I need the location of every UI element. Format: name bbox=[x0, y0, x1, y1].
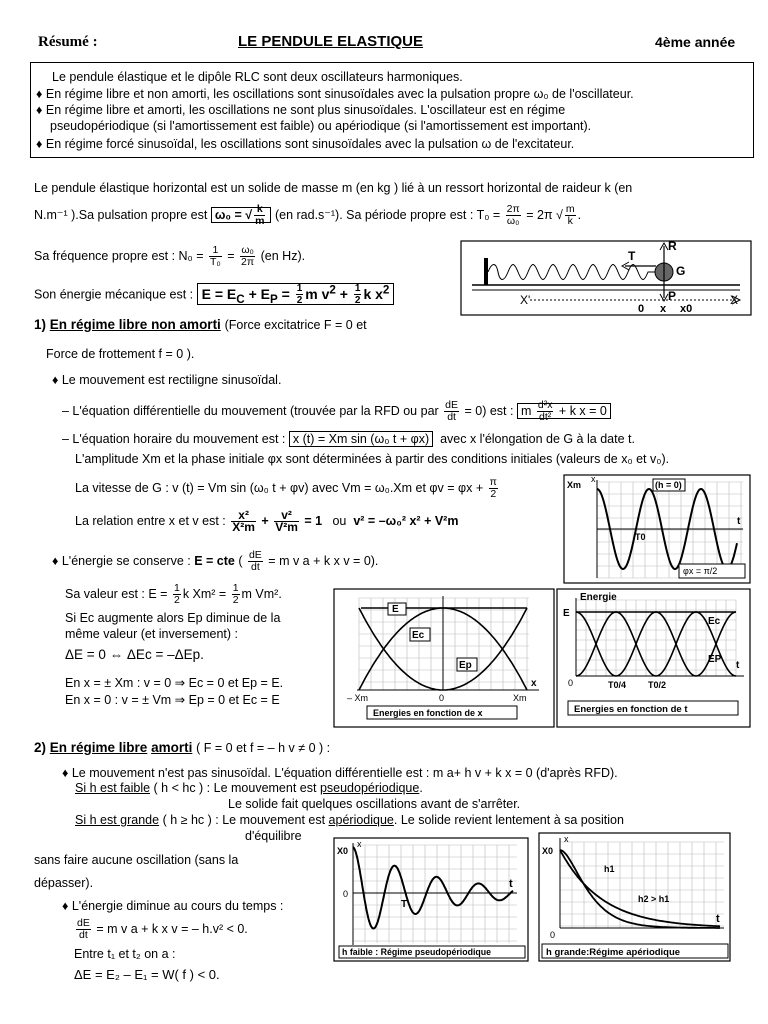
s2-line-8-text: L'énergie diminue au cours du temps : bbox=[71, 899, 284, 913]
intro-line-5-text: En régime forcé sinusoïdal, les oscillations sont sinusoïdales avec la pulsation ω de l'excitateur. bbox=[45, 137, 575, 151]
section-1-line2: Force de frottement f = 0 ). bbox=[46, 347, 195, 361]
eq-horaire-rest: avec x l'élongation de G à la date t. bbox=[440, 432, 635, 446]
sine-x-label: x bbox=[591, 474, 596, 484]
vitesse-line: La vitesse de G : v (t) = Vm sin (ω₀ t + φv) avec Vm = ω₀.Xm et φv = φx + $\frac{\pi}{2}$ bbox=[75, 476, 497, 500]
conservation-line: ♦ L'énergie se conserve : E = cte ( $\frac{dE}{dt}$ = m v a + k x v = 0). bbox=[52, 549, 379, 573]
label-X: X bbox=[730, 293, 739, 307]
sine-T0-label: T0 bbox=[635, 532, 646, 542]
pseudo-o-label: 0 bbox=[343, 889, 349, 899]
label-P: P bbox=[668, 289, 677, 303]
pulsation-formula: ω₀ = √ $\frac{k}{m}$ bbox=[211, 207, 272, 223]
sine-figure bbox=[563, 474, 751, 584]
section-2-num: 2) bbox=[34, 740, 47, 755]
valeur-text: Sa valeur est : E = bbox=[65, 586, 168, 601]
section-2-rest: ( F = 0 et f = – h v ≠ 0 ) : bbox=[196, 741, 331, 755]
eq-diff-text2: = 0) est : bbox=[464, 403, 514, 418]
resume-label: Résumé : bbox=[38, 34, 98, 50]
valeur-line: Sa valeur est : E = $\frac{1}{2}$ k Xm² = $\frac{1}{2}$ m Vm². bbox=[65, 582, 282, 606]
sine-h-label: (h = 0) bbox=[655, 480, 682, 490]
freq-unit: (en Hz). bbox=[260, 248, 306, 263]
eq-horaire-formula: x (t) = Xm sin (ω₀ t + φx) bbox=[289, 431, 433, 447]
energy-t-t4-label: T0/4 bbox=[608, 680, 627, 690]
intro-line-4: pseudopériodique (si l'amortissement est faible) ou apériodique (si l'amortissement est important). bbox=[50, 119, 592, 133]
energy-t-o-label: 0 bbox=[568, 678, 574, 688]
grade-label: 4ème année bbox=[655, 34, 736, 50]
energy-text: Son énergie mécanique est : bbox=[34, 287, 194, 302]
aper-h2-label: h2 > h1 bbox=[638, 894, 670, 904]
label-T: T bbox=[628, 249, 636, 263]
conservation-text: L'énergie se conserve : bbox=[61, 553, 191, 568]
energy-x-x-label: x bbox=[531, 678, 537, 689]
label-G: G bbox=[676, 264, 686, 278]
section-1-heading bbox=[34, 317, 367, 332]
section-2-title1: En régime libre bbox=[49, 740, 148, 755]
section-1-num: 1) bbox=[34, 317, 47, 332]
section-2-title2: amorti bbox=[151, 740, 193, 755]
aper-caption: h grande:Régime apériodique bbox=[546, 947, 681, 958]
pseudo-t-label: t bbox=[509, 878, 513, 890]
page-title: LE PENDULE ELASTIQUE bbox=[238, 33, 424, 50]
energy-x-Ec-label: Ec bbox=[412, 630, 425, 641]
s2-faible-rest: ( h < hc ) : Le mouvement est bbox=[153, 781, 317, 795]
energy-t-figure bbox=[556, 588, 751, 728]
sine-phi-label: φx = π/2 bbox=[683, 566, 718, 576]
spring-figure bbox=[460, 240, 752, 316]
aper-x0-label: X0 bbox=[542, 846, 554, 856]
intro-line-3: ♦ En régime libre et amorti, les oscillations ne sont plus sinusoïdales. L'oscillateur est en régime bbox=[36, 103, 566, 117]
s2-grande: Si h est grande bbox=[75, 813, 160, 827]
eq-horaire-text: – L'équation horaire du mouvement est : bbox=[62, 432, 286, 446]
eq-diff-text: – L'équation différentielle du mouvement (trouvée par la RFD ou par bbox=[62, 403, 439, 418]
section-1-title: En régime libre non amorti bbox=[49, 317, 221, 332]
label-Xp: X' bbox=[520, 293, 531, 307]
mouvement-text: Le mouvement est rectiligne sinusoïdal. bbox=[61, 373, 282, 387]
energy-x-mxm-label: – Xm bbox=[347, 693, 369, 703]
pseudo-x0-label: X0 bbox=[337, 846, 349, 856]
s2-line-8: ♦ L'énergie diminue au cours du temps : bbox=[62, 899, 284, 913]
s2-line-2: Si h est faible ( h < hc ) : Le mouvement est pseudopériodique. bbox=[75, 781, 423, 795]
energy-t-caption: Energies en fonction de t bbox=[574, 704, 688, 715]
amplitude-line: L'amplitude Xm et la phase initiale φx sont déterminées à partir des conditions initiales (valeurs de x₀ et v₀). bbox=[75, 452, 670, 466]
pseudo-T-label: T bbox=[401, 899, 408, 910]
label-R: R bbox=[668, 240, 677, 253]
energy-t-Ec-label: Ec bbox=[708, 616, 721, 627]
energy-x-caption: Energies en fonction de x bbox=[373, 708, 483, 718]
s2-line-9: $\frac{dE}{dt}$ = m v a + k x v = – h.v² < 0. bbox=[77, 917, 248, 941]
paragraph-1b: N.m⁻¹ ).Sa pulsation propre est ω₀ = √ $\frac{k}{m}$ (en rad.s⁻¹). Sa période propre est : T₀ = $\frac{2\pi}{\text{ω₀}}$ = 2π √ $\frac{m}{k}$ . bbox=[34, 203, 582, 227]
intro-line-5: ♦ En régime forcé sinusoïdal, les oscillations sont sinusoïdales avec la pulsation ω de l'excitateur. bbox=[36, 137, 575, 151]
eq-diff-formula: m $\frac{\text{d²x}}{\text{dt²}}$ + k x = 0 bbox=[517, 403, 611, 419]
aper-frame bbox=[539, 833, 730, 961]
conservation-rest: = m v a + k x v = 0). bbox=[268, 553, 379, 568]
s2-line-1: ♦ Le mouvement n'est pas sinusoïdal. L'équation différentielle est : m a+ h v + k x = 0 (d'après RFD). bbox=[62, 766, 618, 780]
eq-horaire-line bbox=[62, 432, 635, 446]
energy-x-figure bbox=[333, 588, 555, 728]
freq-line: Sa fréquence propre est : N₀ = $\frac{1}{\text{T₀}}$ = $\frac{\text{ω₀}}{2\pi}$ (en Hz). bbox=[34, 244, 306, 268]
eq-diff-line: – L'équation différentielle du mouvement (trouvée par la RFD ou par $\frac{dE}{dt}$ = 0) est : m $\frac{\text{d²x}}{\text{dt²}}$ + k x = 0 bbox=[62, 400, 611, 423]
energy-t-Ep-label: EP bbox=[708, 654, 722, 665]
aper-h1-label: h1 bbox=[604, 864, 615, 874]
aper-t-label: t bbox=[716, 913, 720, 925]
energy-x-o-label: 0 bbox=[439, 693, 445, 703]
pseudo-figure bbox=[333, 837, 529, 962]
energy-formula: $E = E_C + E_P$ = $\frac{1}{2}$ m $v^2$ + $\frac{1}{2}$ k $x^2$ bbox=[197, 283, 395, 305]
s2-line-1-text: Le mouvement n'est pas sinusoïdal. L'équation différentielle est : m a+ h v + k x = 0 (d'après RFD). bbox=[71, 766, 618, 780]
energy-x-E-label: E bbox=[392, 604, 399, 615]
intro-line-2-text: En régime libre et non amorti, les oscillations sont sinusoïdales avec la pulsation propre ω₀ de l'oscillateur. bbox=[45, 87, 634, 101]
relation-line: La relation entre x et v est : $\frac{\text{x²}}{\text{X²m}}$ + $\frac{\text{v²}}{\text{V²m}}$ = 1 ou v² = –ω₀² x² + V²m bbox=[75, 508, 459, 534]
pseudo-x-label: x bbox=[357, 839, 362, 849]
intro-line-2: ♦ En régime libre et non amorti, les oscillations sont sinusoïdales avec la pulsation propre ω₀ de l'oscillateur. bbox=[36, 87, 634, 101]
s2-faible: Si h est faible bbox=[75, 781, 151, 795]
sine-t-label: t bbox=[737, 516, 741, 527]
delta-line: ΔE = 0 ⇔ ΔEc = –ΔEp. bbox=[65, 647, 204, 662]
si-line-1: Si Ec augmente alors Ep diminue de la bbox=[65, 611, 281, 625]
s2-line-11: ΔE = E₂ – E₁ = W( f ) < 0. bbox=[74, 967, 220, 982]
mouvement-line: ♦ Le mouvement est rectiligne sinusoïdal. bbox=[52, 373, 282, 387]
paragraph-1a: Le pendule élastique horizontal est un solide de masse m (en kg ) lié à un ressort horizontal de raideur k (en bbox=[34, 181, 633, 195]
vitesse-text: La vitesse de G : v (t) = Vm sin (ω₀ t + φv) avec Vm = ω₀.Xm et φv = φx + bbox=[75, 480, 484, 495]
s2-pseudo: pseudopériodique bbox=[319, 781, 420, 795]
s2-grande-end: . Le solide revient lentement à sa position bbox=[393, 813, 624, 827]
conservation-bold: E = cte bbox=[194, 553, 235, 568]
energy-t-t2-label: T0/2 bbox=[648, 680, 667, 690]
s2-grande-rest: ( h ≥ hc ) : Le mouvement est bbox=[162, 813, 326, 827]
aper-figure bbox=[538, 832, 731, 962]
relation-text: La relation entre x et v est : bbox=[75, 513, 226, 528]
s2-line-7: dépasser). bbox=[34, 876, 94, 890]
section-1-rest: (Force excitatrice F = 0 et bbox=[224, 318, 367, 332]
energy-t-E-label: E bbox=[563, 608, 570, 619]
s2-line-10: Entre t₁ et t₂ on a : bbox=[74, 947, 176, 961]
aper-x-label: x bbox=[564, 834, 569, 844]
si-line-2: même valeur (et inversement) : bbox=[65, 627, 238, 641]
energy-t-t-label: t bbox=[736, 660, 740, 671]
energy-x-xm-label: Xm bbox=[513, 693, 527, 703]
intro-line-3-text: En régime libre et amorti, les oscillations ne sont plus sinusoïdales. L'oscillateur est en régime bbox=[45, 103, 566, 117]
enx-line-2: En x = 0 : v = ± Vm ⇒ Ep = 0 et Ec = E bbox=[65, 693, 280, 707]
s2-line-5: d'équilibre bbox=[245, 829, 302, 843]
section-2-heading bbox=[34, 740, 330, 755]
pseudo-caption: h faible : Régime pseudopériodique bbox=[342, 947, 492, 957]
energy-line bbox=[34, 283, 394, 306]
label-x: x bbox=[660, 303, 667, 315]
freq-text: Sa fréquence propre est : N₀ = bbox=[34, 248, 204, 263]
label-x0: x0 bbox=[680, 303, 693, 315]
label-o: 0 bbox=[638, 303, 645, 315]
wall bbox=[484, 258, 488, 285]
s2-line-3: Le solide fait quelques oscillations avant de s'arrêter. bbox=[228, 797, 521, 811]
energy-t-energie-label: Energie bbox=[580, 592, 617, 603]
energy-x-Ep-label: Ep bbox=[459, 660, 472, 671]
s2-line-6: sans faire aucune oscillation (sans la bbox=[34, 853, 239, 867]
paragraph-1b-mid: (en rad.s⁻¹). Sa période propre est : T₀ = bbox=[274, 207, 501, 222]
s2-line-4 bbox=[75, 813, 624, 827]
intro-line-1: Le pendule élastique et le dipôle RLC sont deux oscillateurs harmoniques. bbox=[52, 70, 463, 84]
s2-line-9-text: = m v a + k x v = – h.v² < 0. bbox=[96, 921, 248, 936]
paragraph-1b-pre: N.m⁻¹ ).Sa pulsation propre est bbox=[34, 207, 208, 222]
enx-line-1: En x = ± Xm : v = 0 ⇒ Ec = 0 et Ep = E. bbox=[65, 676, 284, 690]
sine-xm-label: Xm bbox=[567, 480, 582, 490]
spring bbox=[488, 265, 656, 280]
s2-aperiodique: apériodique bbox=[328, 813, 394, 827]
aper-o-label: 0 bbox=[550, 930, 556, 940]
